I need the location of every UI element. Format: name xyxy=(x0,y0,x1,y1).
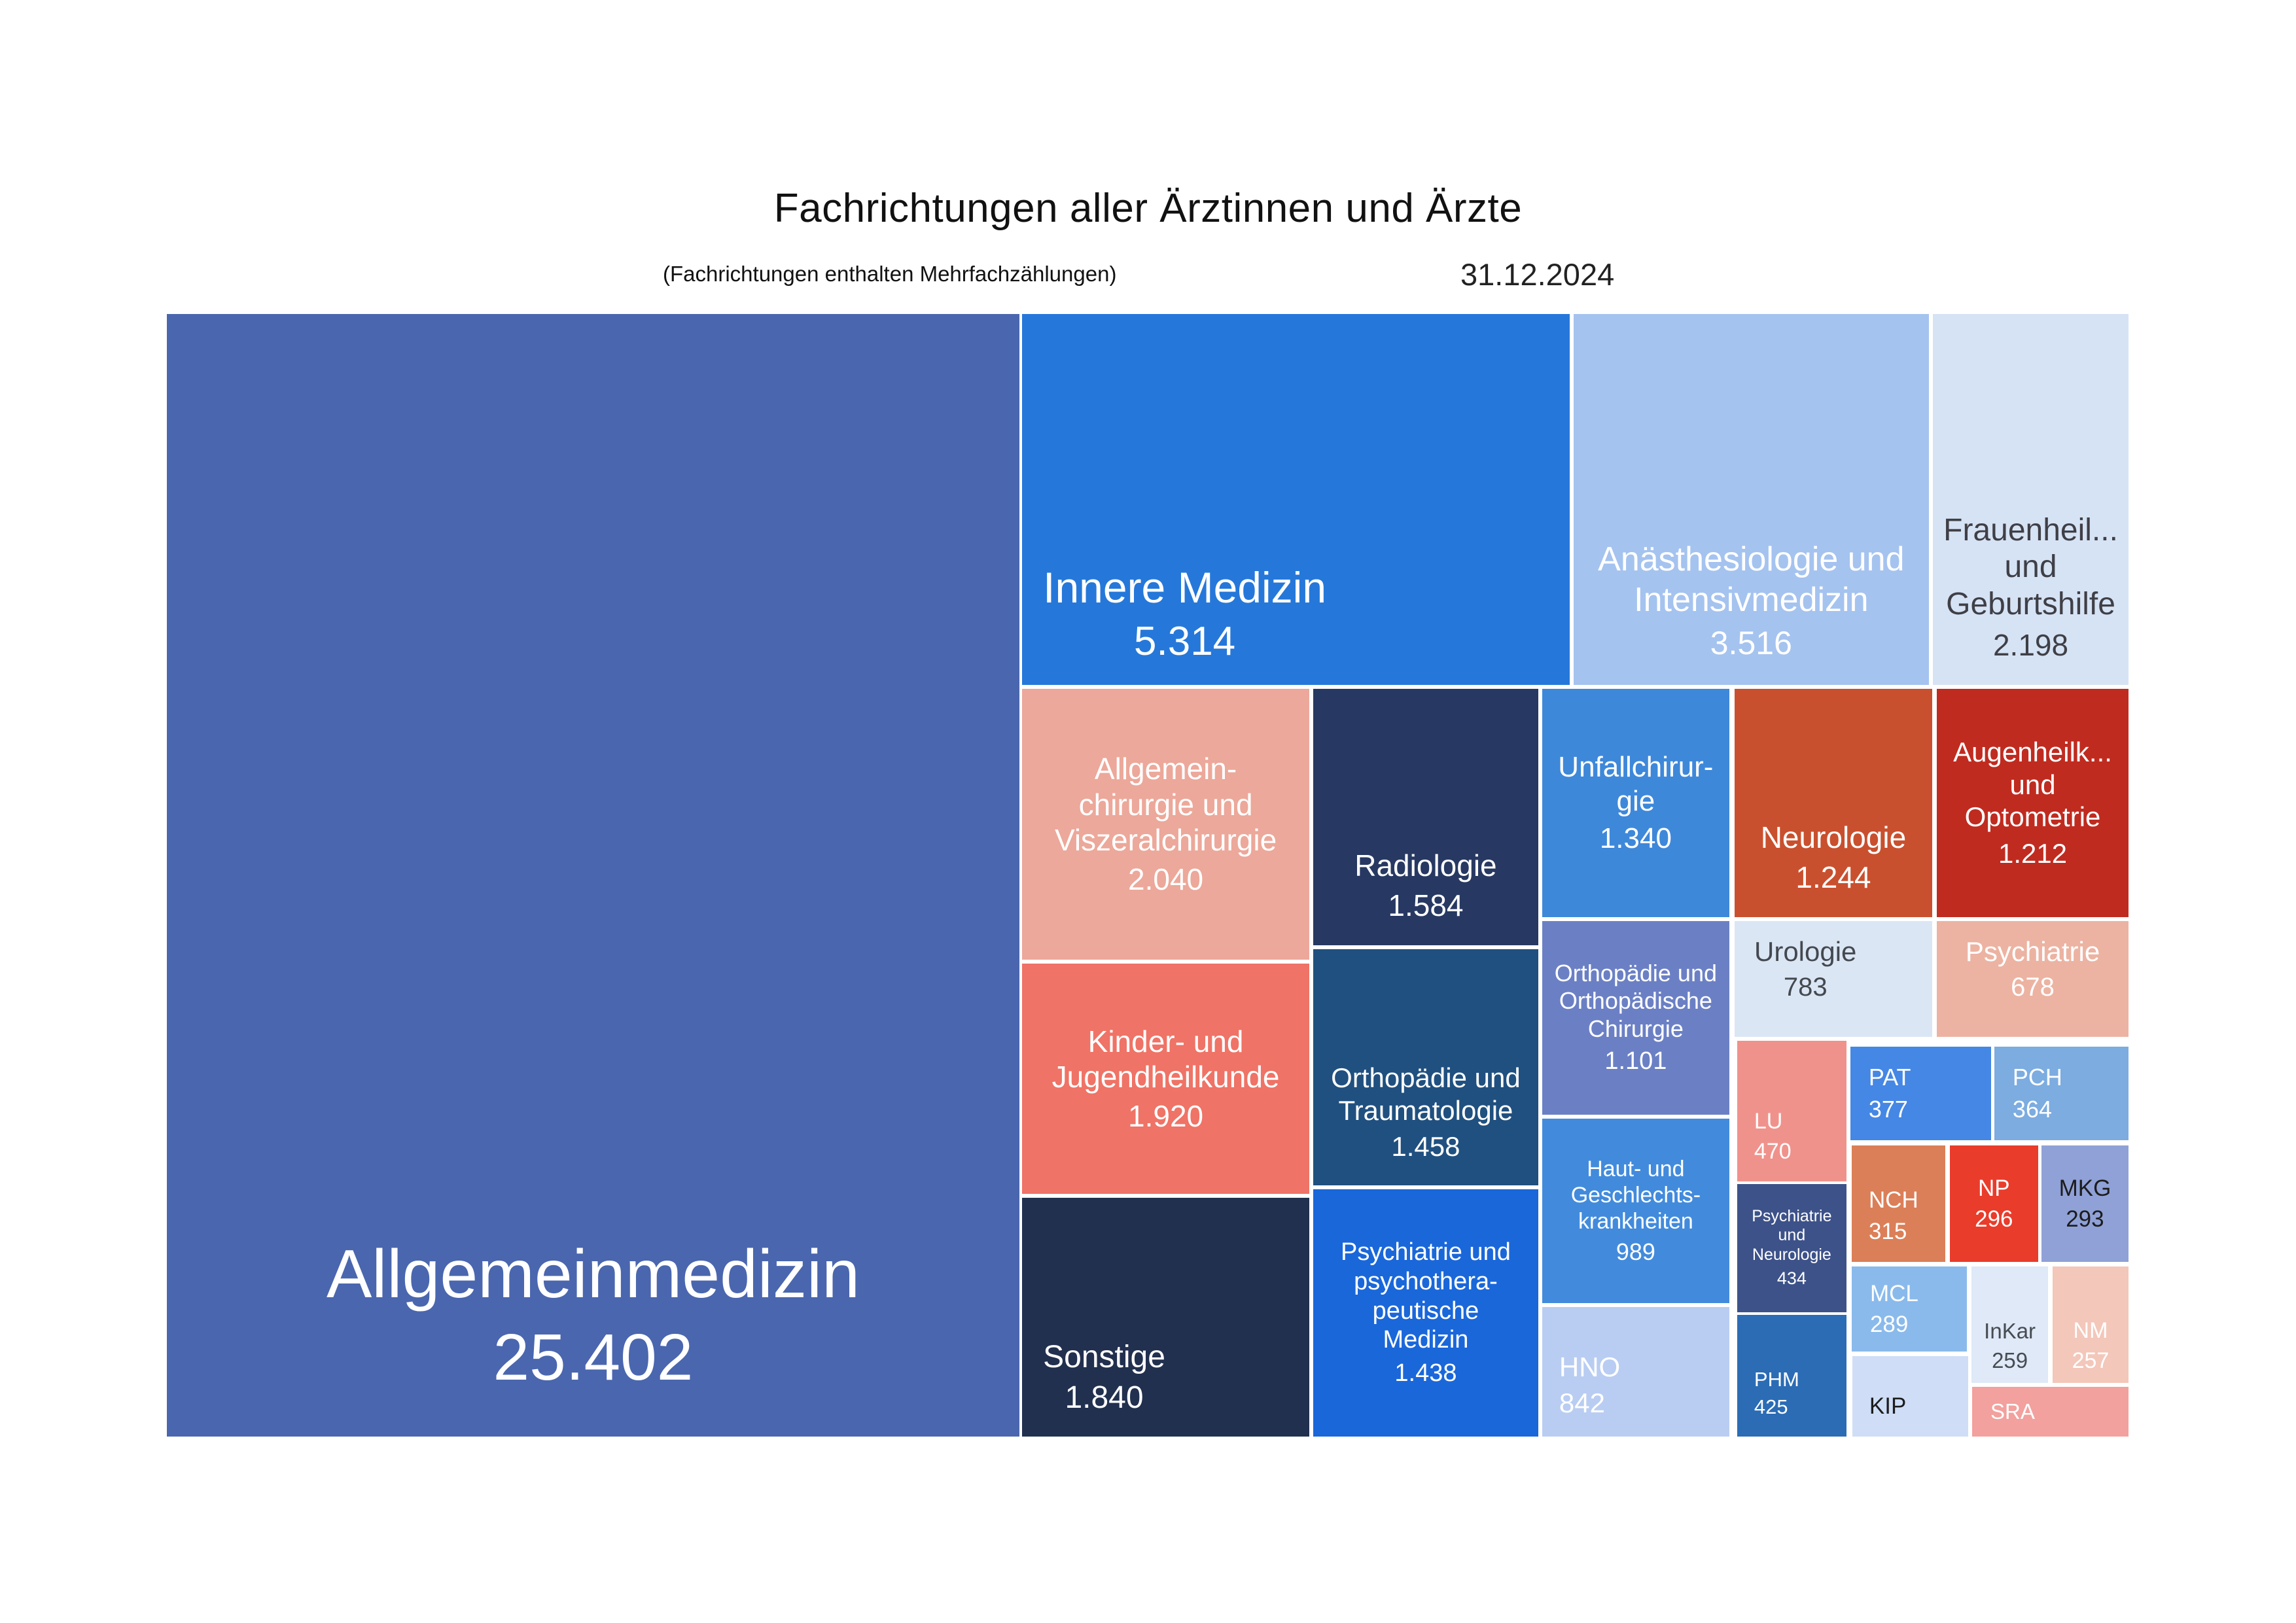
treemap-block-inkar[interactable] xyxy=(1971,1266,2048,1383)
block-label: Sonstige 1.840 xyxy=(1043,1339,1165,1416)
treemap-block-anaesthesiologie[interactable] xyxy=(1574,314,1929,685)
treemap-block-augenheilkunde[interactable] xyxy=(1937,689,2128,917)
block-label: Kinder- und Jugendheilkunde 1.920 xyxy=(1051,1024,1280,1134)
block-label: Augenheilk... und Optometrie 1.212 xyxy=(1953,737,2112,869)
block-label: HNO 842 xyxy=(1559,1351,1621,1419)
treemap-block-np[interactable] xyxy=(1950,1145,2038,1262)
treemap-block-frauenheilkunde[interactable] xyxy=(1933,314,2128,685)
treemap-block-psychiatrie-psychotherapie[interactable] xyxy=(1313,1189,1538,1437)
treemap-block-radiologie[interactable] xyxy=(1313,689,1538,945)
block-label: PCH 364 xyxy=(2012,1064,2062,1123)
treemap-block-neurologie[interactable] xyxy=(1735,689,1932,917)
treemap-block-nch[interactable] xyxy=(1852,1145,1945,1262)
treemap-block-allgemeinmedizin[interactable] xyxy=(167,314,1019,1437)
treemap-block-lu[interactable] xyxy=(1737,1041,1846,1181)
treemap xyxy=(167,314,2128,1437)
block-label: NM 257 xyxy=(2072,1318,2110,1373)
block-label: LU 470 xyxy=(1754,1108,1792,1164)
treemap-block-sonstige[interactable] xyxy=(1022,1198,1309,1437)
block-label: MKG 293 xyxy=(2058,1175,2111,1232)
block-label: Psychiatrie und psychothera- peutische Medizin 1.438 xyxy=(1341,1238,1511,1387)
block-label: MCL 289 xyxy=(1869,1280,1918,1338)
block-label: Urologie 783 xyxy=(1754,936,1857,1002)
block-label: Orthopädie und Orthopädische Chirurgie 1.101 xyxy=(1554,959,1717,1075)
treemap-block-kip[interactable] xyxy=(1852,1356,1968,1437)
treemap-block-hno[interactable] xyxy=(1542,1307,1729,1437)
block-label: Innere Medizin 5.314 xyxy=(1043,563,1327,664)
block-label: Neurologie 1.244 xyxy=(1760,820,1907,894)
treemap-block-orthopaedie-chirurgie[interactable] xyxy=(1542,921,1729,1115)
treemap-block-mkg[interactable] xyxy=(2041,1145,2128,1262)
treemap-block-allgemeinchirurgie[interactable] xyxy=(1022,689,1309,960)
chart-subtitle: (Fachrichtungen enthalten Mehrfachzählungen) xyxy=(663,262,1117,286)
treemap-block-mcl[interactable] xyxy=(1852,1266,1967,1352)
treemap-block-kinder-jugendheilkunde[interactable] xyxy=(1022,964,1309,1194)
block-label: Psychiatrie 678 xyxy=(1965,936,2100,1002)
treemap-block-haut-geschlechtskrankheiten[interactable] xyxy=(1542,1119,1729,1303)
treemap-block-pch[interactable] xyxy=(1994,1047,2128,1140)
treemap-block-innere-medizin[interactable] xyxy=(1022,314,1570,685)
treemap-block-phm[interactable] xyxy=(1737,1315,1846,1437)
block-label: Allgemein- chirurgie und Viszeralchirurgie 2.040 xyxy=(1054,752,1277,897)
chart-title: Fachrichtungen aller Ärztinnen und Ärzte xyxy=(773,186,1523,231)
block-label: Anästhesiologie und Intensivmedizin 3.516 xyxy=(1598,540,1905,661)
chart-date: 31.12.2024 xyxy=(1460,257,1615,292)
block-label: InKar 259 xyxy=(1984,1319,2036,1373)
block-label: PHM 425 xyxy=(1754,1367,1799,1419)
block-label: Frauenheil... und Geburtshilfe 2.198 xyxy=(1943,512,2118,662)
block-label: KIP xyxy=(1869,1393,1907,1419)
block-label: SRA xyxy=(1990,1399,2035,1423)
block-label: Psychiatrie und Neurologie 434 xyxy=(1752,1206,1832,1289)
block-label: Radiologie 1.584 xyxy=(1354,848,1497,922)
treemap-block-unfallchirurgie[interactable] xyxy=(1542,689,1729,917)
treemap-block-nm[interactable] xyxy=(2053,1266,2128,1383)
treemap-block-orthopaedie-traumatologie[interactable] xyxy=(1313,949,1538,1185)
treemap-block-urologie[interactable] xyxy=(1735,921,1932,1037)
treemap-block-pat[interactable] xyxy=(1850,1047,1991,1140)
block-label: PAT 377 xyxy=(1868,1064,1911,1123)
block-label: Unfallchirur- gie 1.340 xyxy=(1558,750,1714,855)
block-label: NP 296 xyxy=(1975,1175,2013,1232)
treemap-block-sra[interactable] xyxy=(1972,1387,2128,1437)
treemap-block-psychiatrie[interactable] xyxy=(1937,921,2128,1037)
block-label: Orthopädie und Traumatologie 1.458 xyxy=(1331,1062,1521,1162)
treemap-block-psychiatrie-neurologie[interactable] xyxy=(1737,1184,1846,1312)
block-label: Haut- und Geschlechts- krankheiten 989 xyxy=(1570,1156,1701,1265)
block-label: Allgemeinmedizin 25.402 xyxy=(326,1236,860,1394)
block-label: NCH 315 xyxy=(1868,1187,1918,1244)
